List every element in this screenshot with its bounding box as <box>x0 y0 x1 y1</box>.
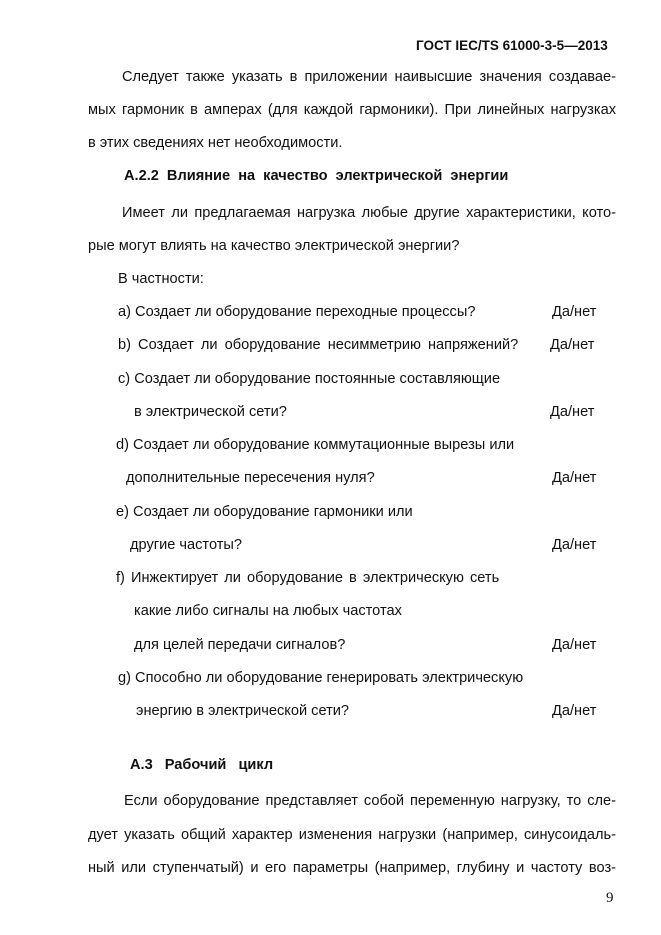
question-item-f-cont: какие либо сигналы на любых частотах <box>134 603 402 619</box>
paragraph-line: ный или ступенчатый) и его параметры (например, глубину и частоту воз- <box>88 860 616 876</box>
answer-item-e: Да/нет <box>552 537 597 553</box>
question-item-e-cont: другие частоты? <box>130 537 243 553</box>
question-item-f: f) Инжектирует ли оборудование в электрическую сеть <box>116 570 500 586</box>
question-item-f-cont: для целей передачи сигналов? <box>134 637 346 653</box>
answer-item-b: Да/нет <box>550 337 595 353</box>
paragraph-line: мых гармоник в амперах (для каждой гармоники). При линейных нагрузках <box>88 102 616 118</box>
subheading-particulars: В частности: <box>118 271 204 287</box>
question-item-g-cont: энергию в электрической сети? <box>136 703 350 719</box>
paragraph-line: Если оборудование представляет собой переменную нагрузку, то сле- <box>124 793 616 809</box>
page-number: 9 <box>606 890 614 906</box>
answer-item-g: Да/нет <box>552 703 597 719</box>
answer-item-d: Да/нет <box>552 470 597 486</box>
answer-item-c: Да/нет <box>550 404 595 420</box>
paragraph-line: дует указать общий характер изменения нагрузки (например, синусоидаль- <box>88 827 616 843</box>
question-item-e: е) Создает ли оборудование гармоники или <box>116 504 413 520</box>
question-item-d-cont: дополнительные пересечения нуля? <box>126 470 375 486</box>
question-item-a: а) Создает ли оборудование переходные процессы? <box>118 304 476 320</box>
question-item-c-cont: в электрической сети? <box>134 404 287 420</box>
question-item-d: d) Создает ли оборудование коммутационные вырезы или <box>116 437 515 453</box>
question-item-b: b) Создает ли оборудование несимметрию напряжений? <box>118 337 519 353</box>
paragraph-line: Следует также указать в приложении наивысшие значения создавае- <box>122 69 616 85</box>
question-item-g: g) Способно ли оборудование генерировать электрическую <box>118 670 524 686</box>
answer-item-f: Да/нет <box>552 637 597 653</box>
paragraph-line: в этих сведениях нет необходимости. <box>88 135 343 151</box>
section-heading-a3: А.3 Рабочий цикл <box>130 757 274 773</box>
answer-item-a: Да/нет <box>552 304 597 320</box>
document-header-id: ГОСТ IEC/TS 61000-3-5—2013 <box>416 38 608 53</box>
section-heading-a22: А.2.2 Влияние на качество электрической энергии <box>124 168 509 184</box>
question-item-c: с) Создает ли оборудование постоянные составляющие <box>118 371 501 387</box>
paragraph-line: Имеет ли предлагаемая нагрузка любые другие характеристики, кото- <box>122 205 616 221</box>
paragraph-line: рые могут влиять на качество электрической энергии? <box>88 238 460 254</box>
